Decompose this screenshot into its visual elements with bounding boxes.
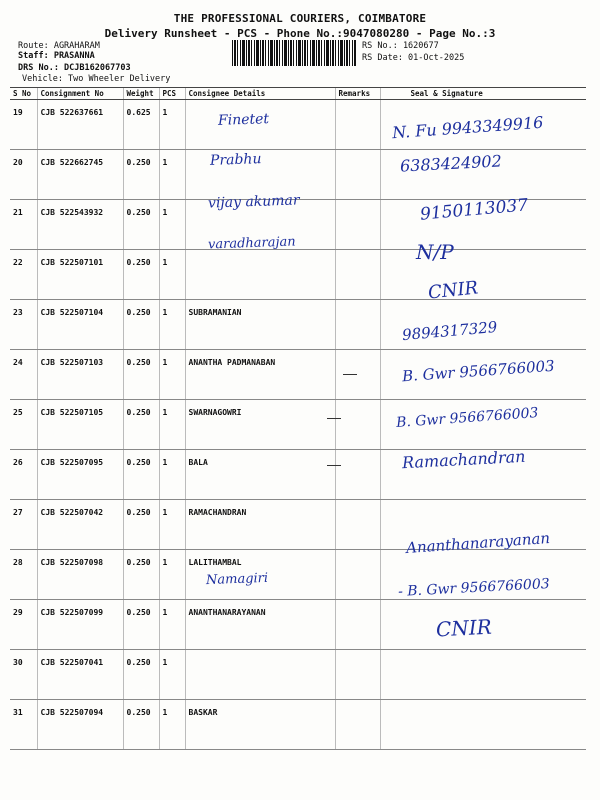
rs-date: RS Date: 01-Oct-2025 <box>362 53 465 63</box>
pcs-cell: 1 <box>159 500 185 550</box>
handwritten-signature: B. Gwr 9566766003 <box>395 405 539 431</box>
serial-number-cell: 28 <box>10 550 37 600</box>
serial-number-cell: 26 <box>10 450 37 500</box>
remarks-cell <box>335 400 380 450</box>
serial-number-cell: 30 <box>10 650 37 700</box>
handwritten-signature: N. Fu 9943349916 <box>391 112 544 143</box>
weight-cell: 0.250 <box>123 350 159 400</box>
column-header: S No <box>10 88 37 100</box>
serial-number-cell: 20 <box>10 150 37 200</box>
table-row <box>10 700 586 750</box>
serial-number-cell: 31 <box>10 700 37 750</box>
handwritten-consignee-name: Finetet <box>217 111 270 129</box>
consignment-number-cell: CJB 522507094 <box>37 700 123 750</box>
consignment-number-cell: CJB 522507042 <box>37 500 123 550</box>
handwritten-consignee-name: varadharajan <box>207 234 296 253</box>
weight-cell: 0.250 <box>123 700 159 750</box>
consignee-cell: RAMACHANDRAN <box>185 500 335 550</box>
pen-mark <box>327 465 341 466</box>
pcs-cell: 1 <box>159 550 185 600</box>
pcs-cell: 1 <box>159 600 185 650</box>
column-header: Consignee Details <box>185 88 335 100</box>
handwritten-signature: CNIR <box>427 277 480 304</box>
serial-number-cell: 24 <box>10 350 37 400</box>
weight-cell: 0.625 <box>123 100 159 150</box>
pen-mark <box>343 374 357 375</box>
serial-number-cell: 23 <box>10 300 37 350</box>
handwritten-signature: CNIR <box>435 614 493 642</box>
consignment-number-cell: CJB 522543932 <box>37 200 123 250</box>
column-header: PCS <box>159 88 185 100</box>
consignee-cell <box>185 250 335 300</box>
serial-number-cell: 21 <box>10 200 37 250</box>
pcs-cell: 1 <box>159 150 185 200</box>
consignment-number-cell: CJB 522507099 <box>37 600 123 650</box>
pcs-cell: 1 <box>159 650 185 700</box>
handwritten-signature: 6383424902 <box>399 151 503 176</box>
remarks-cell <box>335 100 380 150</box>
signature-cell <box>380 650 586 700</box>
weight-cell: 0.250 <box>123 500 159 550</box>
table-header-row <box>10 88 586 100</box>
remarks-cell <box>335 200 380 250</box>
vehicle-label: Vehicle: Two Wheeler Delivery <box>22 74 171 84</box>
remarks-cell <box>335 250 380 300</box>
consignee-cell: ANANTHA PADMANABAN <box>185 350 335 400</box>
weight-cell: 0.250 <box>123 150 159 200</box>
consignment-number-cell: CJB 522507095 <box>37 450 123 500</box>
remarks-cell <box>335 300 380 350</box>
weight-cell: 0.250 <box>123 450 159 500</box>
column-header: Seal & Signature <box>380 88 586 100</box>
serial-number-cell: 25 <box>10 400 37 450</box>
handwritten-signature: 9894317329 <box>401 317 499 345</box>
drs-number: DRS No.: DCJB162067703 <box>18 63 131 73</box>
column-header: Weight <box>123 88 159 100</box>
table-row <box>10 300 586 350</box>
pcs-cell: 1 <box>159 300 185 350</box>
barcode <box>232 40 356 66</box>
signature-cell <box>380 250 586 300</box>
consignment-number-cell: CJB 522507103 <box>37 350 123 400</box>
table-row <box>10 250 586 300</box>
consignee-cell: BASKAR <box>185 700 335 750</box>
weight-cell: 0.250 <box>123 200 159 250</box>
remarks-cell <box>335 150 380 200</box>
weight-cell: 0.250 <box>123 400 159 450</box>
consignee-cell <box>185 650 335 700</box>
table-row <box>10 650 586 700</box>
handwritten-signature: N/P <box>416 240 454 264</box>
handwritten-signature: 9150113037 <box>419 195 529 225</box>
serial-number-cell: 29 <box>10 600 37 650</box>
serial-number-cell: 22 <box>10 250 37 300</box>
staff-label: Staff: PRASANNA <box>18 51 95 61</box>
pcs-cell: 1 <box>159 250 185 300</box>
weight-cell: 0.250 <box>123 650 159 700</box>
remarks-cell <box>335 450 380 500</box>
weight-cell: 0.250 <box>123 250 159 300</box>
table-row <box>10 600 586 650</box>
pcs-cell: 1 <box>159 700 185 750</box>
remarks-cell <box>335 650 380 700</box>
consignee-cell: SWARNAGOWRI <box>185 400 335 450</box>
weight-cell: 0.250 <box>123 600 159 650</box>
pcs-cell: 1 <box>159 450 185 500</box>
consignee-cell: ANANTHANARAYANAN <box>185 600 335 650</box>
remarks-cell <box>335 500 380 550</box>
pcs-cell: 1 <box>159 350 185 400</box>
signature-cell <box>380 700 586 750</box>
handwritten-signature: Ananthanarayanan <box>405 528 551 558</box>
consignee-cell: SUBRAMANIAN <box>185 300 335 350</box>
handwritten-consignee-name: Namagiri <box>205 570 269 589</box>
pcs-cell: 1 <box>159 100 185 150</box>
serial-number-cell: 27 <box>10 500 37 550</box>
pcs-cell: 1 <box>159 200 185 250</box>
rs-number: RS No.: 1620677 <box>362 41 439 51</box>
remarks-cell <box>335 700 380 750</box>
handwritten-signature: B. Gwr 9566766003 <box>401 356 556 386</box>
column-header: Consignment No <box>37 88 123 100</box>
consignment-number-cell: CJB 522507105 <box>37 400 123 450</box>
route-label: Route: AGRAHARAM <box>18 41 100 51</box>
handwritten-signature: Ramachandran <box>401 446 526 473</box>
handwritten-signature: - B. Gwr 9566766003 <box>397 576 551 600</box>
column-header: Remarks <box>335 88 380 100</box>
consignee-cell: LALITHAMBAL <box>185 550 335 600</box>
remarks-cell <box>335 600 380 650</box>
handwritten-consignee-name: Prabhu <box>209 151 262 169</box>
remarks-cell <box>335 350 380 400</box>
handwritten-consignee-name: vijay akumar <box>207 192 300 212</box>
weight-cell: 0.250 <box>123 550 159 600</box>
runsheet-title: Delivery Runsheet - PCS - Phone No.:9047080280 - Page No.:3 <box>104 27 496 40</box>
serial-number-cell: 19 <box>10 100 37 150</box>
company-name: THE PROFESSIONAL COURIERS, COIMBATORE <box>173 12 427 25</box>
consignment-number-cell: CJB 522507041 <box>37 650 123 700</box>
consignment-number-cell: CJB 522507098 <box>37 550 123 600</box>
pen-mark <box>327 418 341 419</box>
pcs-cell: 1 <box>159 400 185 450</box>
consignment-number-cell: CJB 522507101 <box>37 250 123 300</box>
consignee-cell: BALA <box>185 450 335 500</box>
consignment-number-cell: CJB 522637661 <box>37 100 123 150</box>
consignment-number-cell: CJB 522662745 <box>37 150 123 200</box>
remarks-cell <box>335 550 380 600</box>
consignment-number-cell: CJB 522507104 <box>37 300 123 350</box>
weight-cell: 0.250 <box>123 300 159 350</box>
